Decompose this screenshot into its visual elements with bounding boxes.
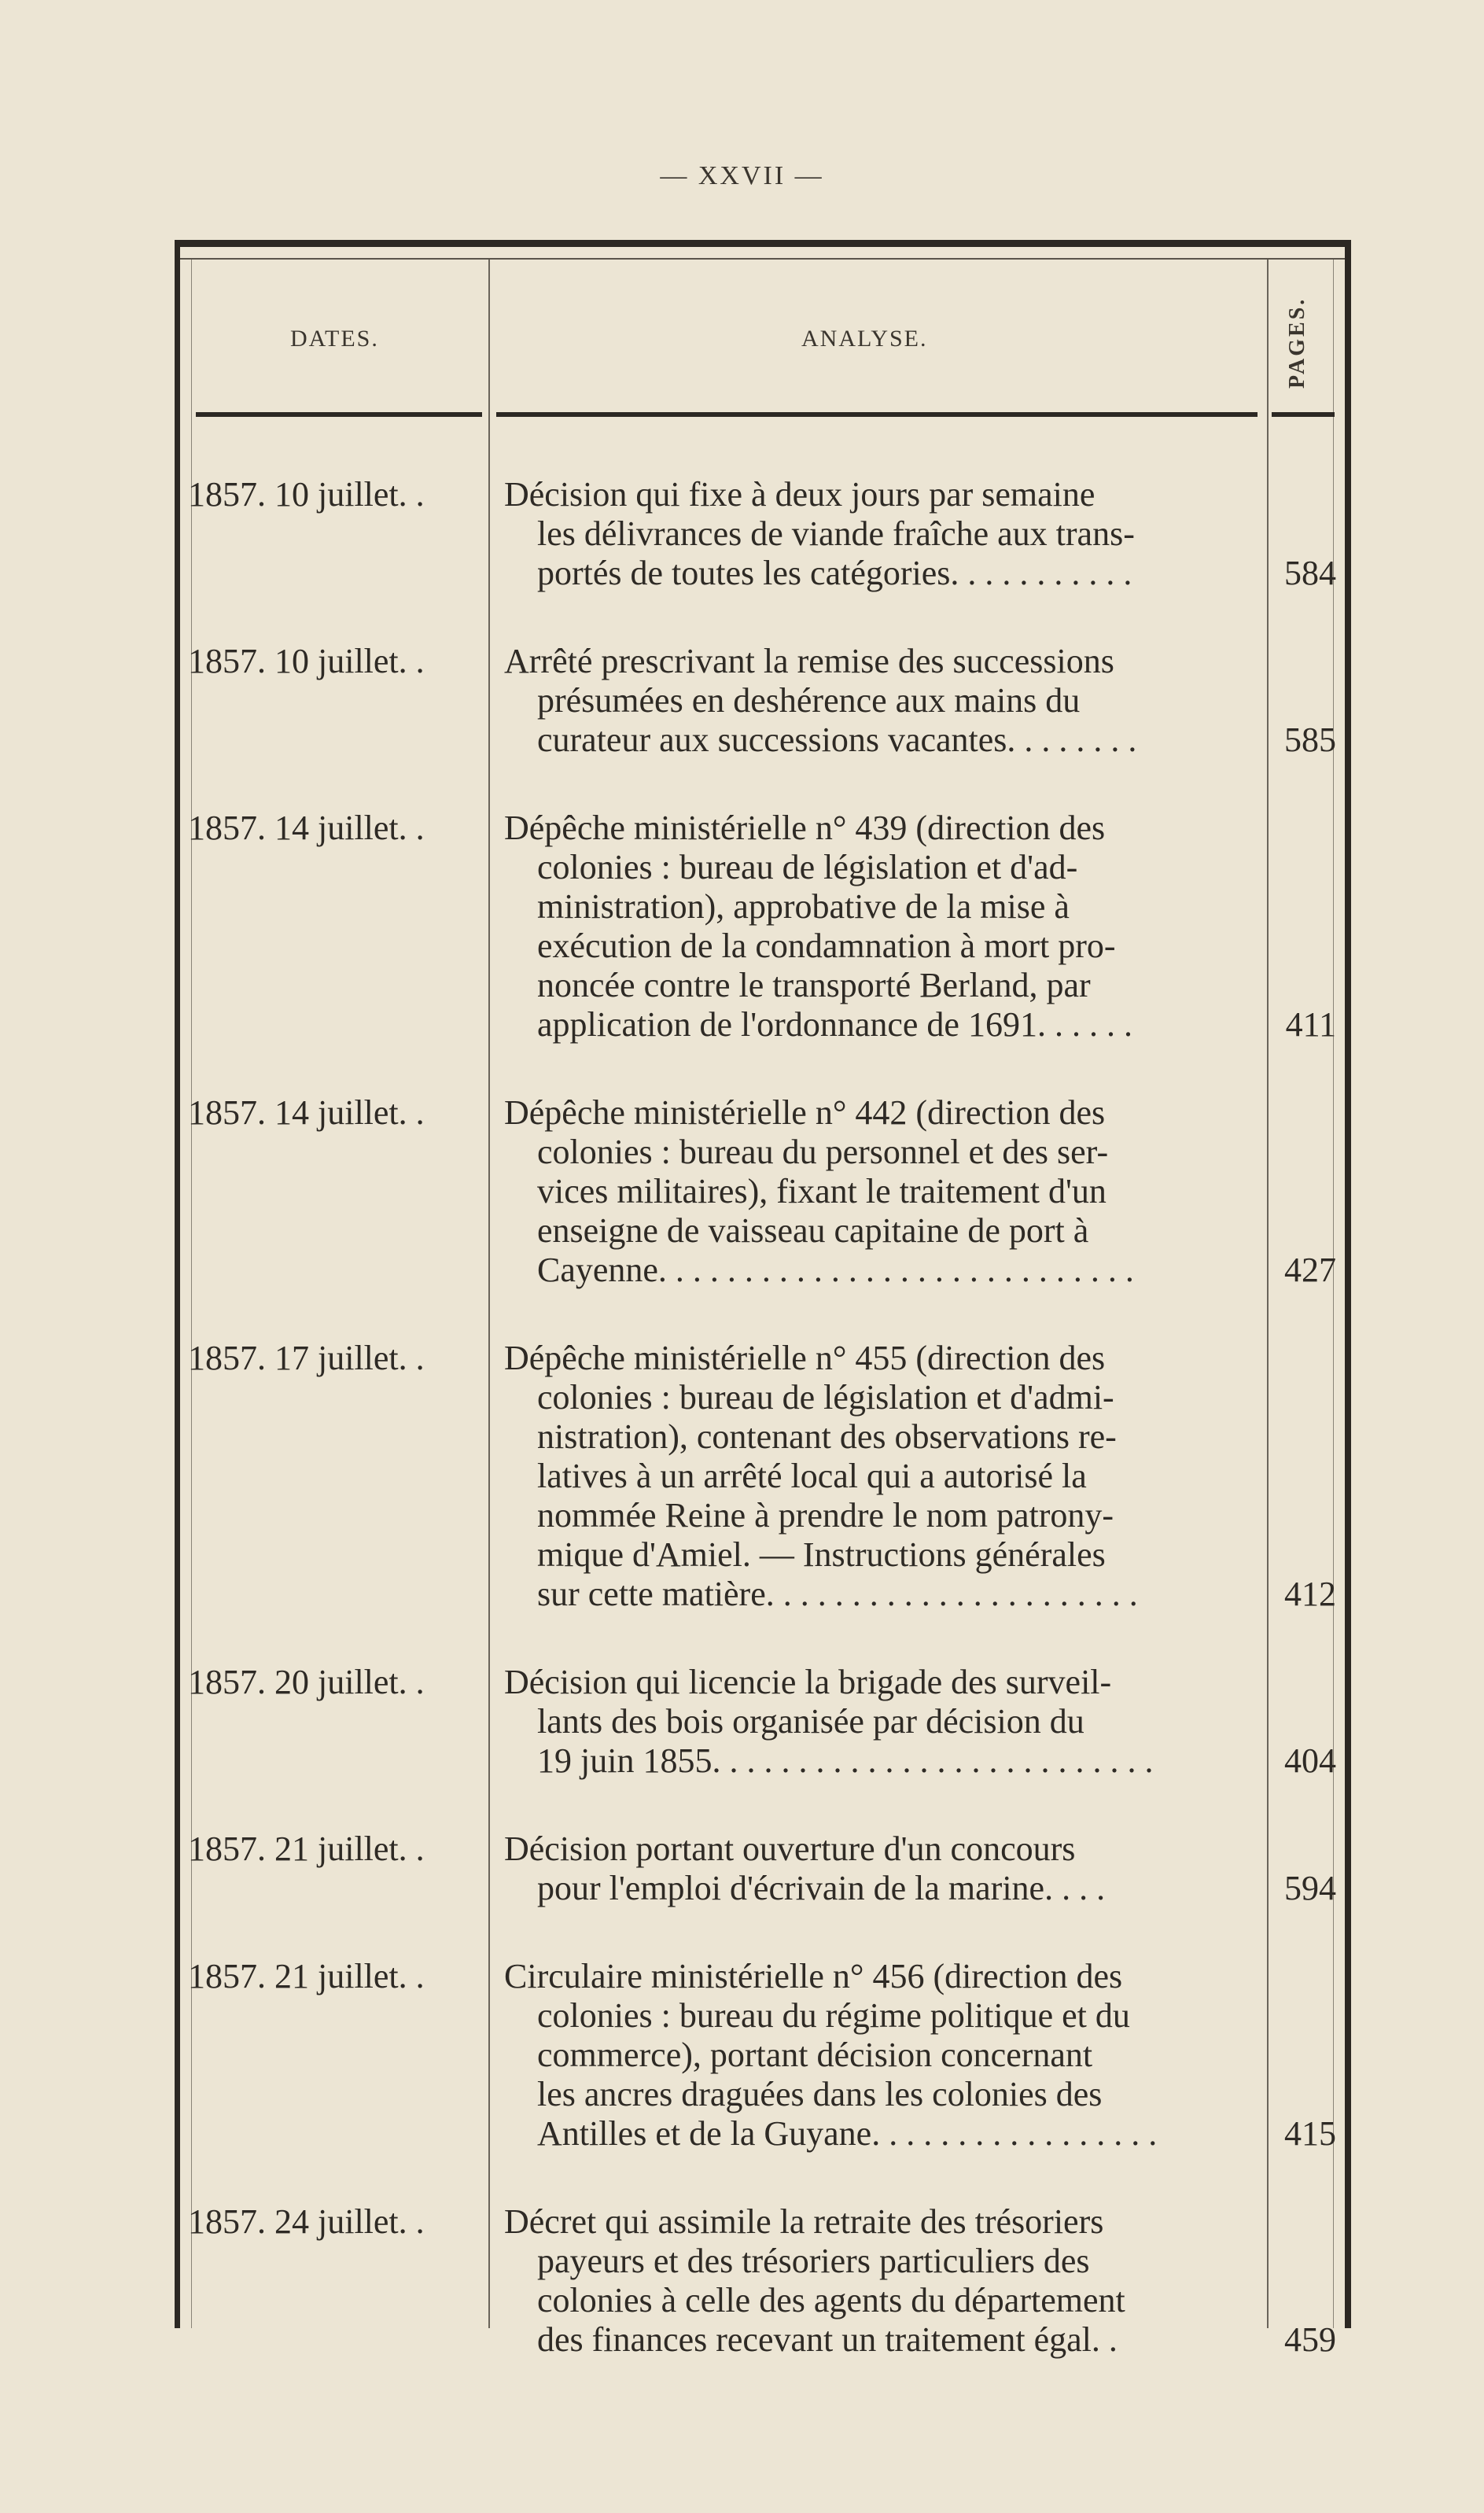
entry-analyse-line: nistration), contenant des observations re-: [537, 1417, 1117, 1456]
entry-analyse-line: vices militaires), fixant le traitement d'un: [537, 1172, 1107, 1210]
entry-date: 1857. 10 juillet. .: [188, 642, 425, 680]
entry-analyse-line: des finances recevant un traitement égal. .: [537, 2320, 1118, 2359]
entry-analyse-line: noncée contre le transporté Berland, par: [537, 966, 1091, 1004]
entry-analyse-line: Dépêche ministérielle n° 439 (direction des: [504, 809, 1106, 847]
header-dates: DATES.: [290, 326, 379, 352]
entry-page: 411: [1285, 1005, 1336, 1044]
header-rule-analyse: [496, 412, 1258, 417]
entry-analyse-line: ministration), approbative de la mise à: [537, 887, 1070, 926]
header-rule-dates: [196, 412, 482, 417]
entry-analyse-line: application de l'ordonnance de 1691. . . . . .: [537, 1005, 1132, 1044]
entry-analyse-line: sur cette matière. . . . . . . . . . . . . . . . . . . . . .: [537, 1575, 1138, 1613]
entry-analyse-line: curateur aux successions vacantes. . . . . . . .: [537, 720, 1137, 759]
entry-analyse-line: commerce), portant décision concernant: [537, 2036, 1093, 2074]
entry-analyse-line: 19 juin 1855. . . . . . . . . . . . . . . . . . . . . . . . . .: [537, 1741, 1154, 1780]
entry-analyse-line: colonies : bureau du personnel et des ser-: [537, 1133, 1109, 1171]
entry-analyse-line: colonies à celle des agents du département: [537, 2281, 1125, 2320]
entry-page: 594: [1284, 1869, 1336, 1907]
entry-analyse-line: portés de toutes les catégories. . . . . . . . . . .: [537, 554, 1132, 592]
entry-analyse: [504, 642, 1259, 760]
entry-analyse-line: Cayenne. . . . . . . . . . . . . . . . . . . . . . . . . . . .: [537, 1251, 1134, 1289]
entry-analyse-line: les délivrances de viande fraîche aux trans-: [537, 514, 1135, 553]
table-row: [180, 1663, 1345, 1781]
entry-analyse-line: Décision qui fixe à deux jours par semaine: [504, 475, 1096, 514]
entry-page: 584: [1284, 554, 1336, 592]
entries-list: [180, 475, 1345, 2360]
table-row: [180, 2202, 1345, 2360]
table-row: [180, 809, 1345, 1045]
entry-analyse-line: Décision qui licencie la brigade des surveil-: [504, 1663, 1112, 1701]
entry-analyse-line: Dépêche ministérielle n° 455 (direction des: [504, 1339, 1106, 1377]
entry-date: 1857. 14 juillet. .: [188, 1093, 425, 1132]
entry-analyse-line: présumées en deshérence aux mains du: [537, 681, 1081, 720]
entry-analyse-line: Dépêche ministérielle n° 442 (direction des: [504, 1093, 1106, 1132]
table-row: [180, 475, 1345, 593]
entry-page: 427: [1284, 1251, 1336, 1289]
entry-analyse-line: Arrêté prescrivant la remise des successions: [504, 642, 1114, 680]
entry-analyse-line: enseigne de vaisseau capitaine de port à: [537, 1211, 1089, 1250]
entry-analyse-line: nommée Reine à prendre le nom patrony-: [537, 1496, 1114, 1535]
entry-analyse-line: colonies : bureau de législation et d'admi-: [537, 1378, 1114, 1417]
entry-analyse: [504, 1829, 1259, 1908]
entry-analyse: [504, 1957, 1259, 2154]
table-row: [180, 1339, 1345, 1614]
header-analyse: ANALYSE.: [801, 326, 928, 352]
entry-date: 1857. 17 juillet. .: [188, 1339, 425, 1377]
entry-date: 1857. 20 juillet. .: [188, 1663, 425, 1701]
header-rule-pages: [1272, 412, 1335, 417]
entry-analyse: [504, 809, 1259, 1045]
entry-analyse-line: latives à un arrêté local qui a autorisé la: [537, 1457, 1087, 1495]
entry-date: 1857. 21 juillet. .: [188, 1957, 425, 1995]
header-pages: PAGES.: [1285, 297, 1309, 389]
entry-date: 1857. 14 juillet. .: [188, 809, 425, 847]
entry-analyse-line: colonies : bureau de législation et d'ad-: [537, 848, 1078, 886]
entry-page: 404: [1284, 1741, 1336, 1780]
entry-page: 415: [1284, 2114, 1336, 2153]
entry-analyse-line: mique d'Amiel. — Instructions générales: [537, 1535, 1106, 1574]
table-row: [180, 1957, 1345, 2154]
entry-page: 585: [1284, 720, 1336, 759]
entry-analyse-line: payeurs et des trésoriers particuliers des: [537, 2242, 1090, 2280]
entry-analyse-line: lants des bois organisée par décision du: [537, 1702, 1084, 1741]
entry-analyse: [504, 1663, 1259, 1781]
table-row: [180, 1829, 1345, 1908]
entry-analyse: [504, 1093, 1259, 1290]
table: [175, 240, 1351, 2359]
entry-analyse: [504, 2202, 1259, 2360]
entry-analyse-line: Circulaire ministérielle n° 456 (direction des: [504, 1957, 1123, 1995]
inner-top-rule: [180, 258, 1345, 260]
entry-analyse-line: Décret qui assimile la retraite des trésoriers: [504, 2202, 1104, 2241]
entry-date: 1857. 10 juillet. .: [188, 475, 425, 514]
page-header: — XXVII —: [660, 161, 824, 190]
entry-analyse-line: exécution de la condamnation à mort pro-: [537, 927, 1116, 965]
table-row: [180, 1093, 1345, 1290]
entry-analyse-line: Antilles et de la Guyane. . . . . . . . . . . . . . . . .: [537, 2114, 1158, 2153]
entry-page: 412: [1284, 1575, 1336, 1613]
table-row: [180, 642, 1345, 760]
entry-page: 459: [1284, 2320, 1336, 2359]
entry-analyse-line: colonies : bureau du régime politique et du: [537, 1996, 1130, 2035]
entry-date: 1857. 24 juillet. .: [188, 2202, 425, 2241]
entry-analyse: [504, 1339, 1259, 1614]
entry-analyse: [504, 475, 1259, 593]
entry-analyse-line: les ancres draguées dans les colonies des: [537, 2075, 1103, 2113]
entry-analyse-line: pour l'emploi d'écrivain de la marine. . . .: [537, 1869, 1106, 1907]
entry-date: 1857. 21 juillet. .: [188, 1829, 425, 1868]
entry-analyse-line: Décision portant ouverture d'un concours: [504, 1829, 1076, 1868]
